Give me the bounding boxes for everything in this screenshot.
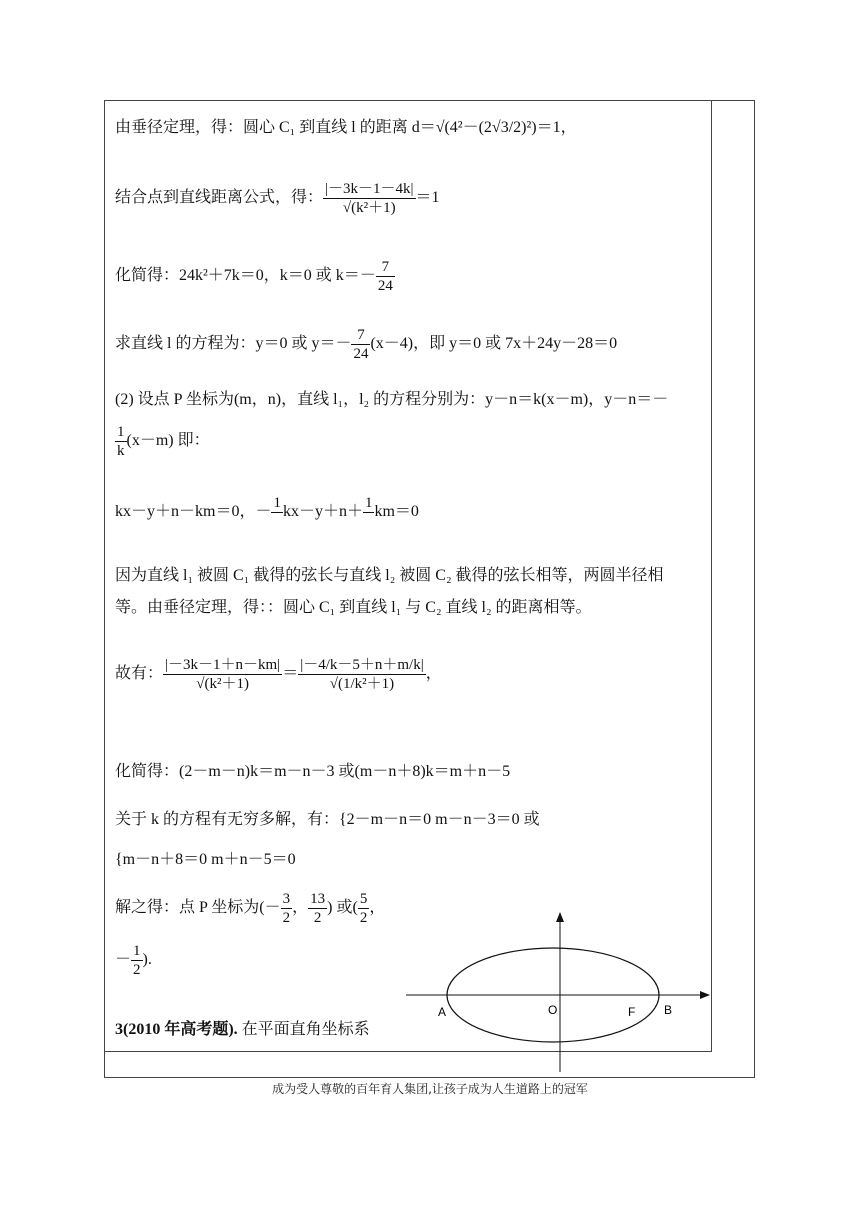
text-line-7: kx－y＋n－km＝0，－ 1 kx－y＋n＋ 1 km＝0 [115, 495, 419, 521]
text-line-11: 化简得：(2－m－n)k＝m－n－3 或(m－n＋8)k＝m＋n－5 [115, 763, 511, 780]
text-line-13: {m－n＋8＝0 m＋n－5＝0 [115, 851, 296, 868]
text-line-12: 关于 k 的方程有无穷多解，有：{2－m－n＝0 m－n－3＝0 或 [115, 811, 540, 828]
label-o: O [548, 1003, 558, 1017]
page-footer: 成为受人尊敬的百年育人集团,让孩子成为人生道路上的冠军 [272, 1082, 588, 1096]
text-line-5: (2) 设点 P 坐标为(m，n)，直线 l₁，l₂ 的方程分别为：y－n＝k(x－m)，y－n＝－ [115, 391, 669, 408]
text-line-10: 故有： $\frac{|-3k-1+n-km|}{\text{√(k²＋1)}}$ ＝ $\frac{|-4/k-5+n+m/k|}{\text{√(1/k²＋1)}}$ ， [115, 657, 442, 692]
y-axis-arrow-icon [556, 912, 564, 922]
text-line-3: 化简得：24k²＋7k＝0，k＝0 或 k＝－ $\frac{7}{24}$ [115, 259, 393, 294]
text-line-16: 3(2010 年高考题). 在平面直角坐标系 [115, 1021, 370, 1038]
text-line-4: 求直线 l 的方程为：y＝0 或 y＝－ $\frac{7}{24}$ (x－4)，即 y＝0 或 7x＋24y－28＝0 [115, 327, 618, 362]
text-line-8: 因为直线 l₁ 被圆 C₁ 截得的弦长与直线 l₂ 被圆 C₂ 截得的弦长相等，两圆半径相 [115, 567, 664, 584]
label-b: B [664, 1003, 673, 1017]
text-line-9: 等。由垂径定理，得：：圆心 C₁ 到直线 l₁ 与 C₂ 直线 l₂ 的距离相等。 [115, 599, 592, 616]
x-axis-arrow-icon [700, 991, 710, 999]
text-line-14: 解之得：点 P 坐标为(－ $\frac{3}{2}$ ， $\frac{13}{2}$ ) 或( $\frac{5}{2}$ ， [115, 891, 386, 926]
label-a: A [438, 1005, 447, 1019]
text-line-6: $\frac{1}{k}$ (x－m) 即： [117, 424, 210, 459]
text-line-1: 由垂径定理，得：圆心 C₁ 到直线 l 的距离 d＝√(4²－(2√3/2)²)＝1， [115, 119, 577, 136]
text-line-2: 结合点到直线距离公式，得： $\frac{|-3k-1-4k|}{\text{√(k²＋1)}}$ ＝1 [115, 181, 440, 216]
text-line-15: － $\frac{1}{2}$ ). [115, 943, 152, 978]
ellipse-diagram [402, 910, 714, 1075]
label-f: F [628, 1005, 636, 1019]
